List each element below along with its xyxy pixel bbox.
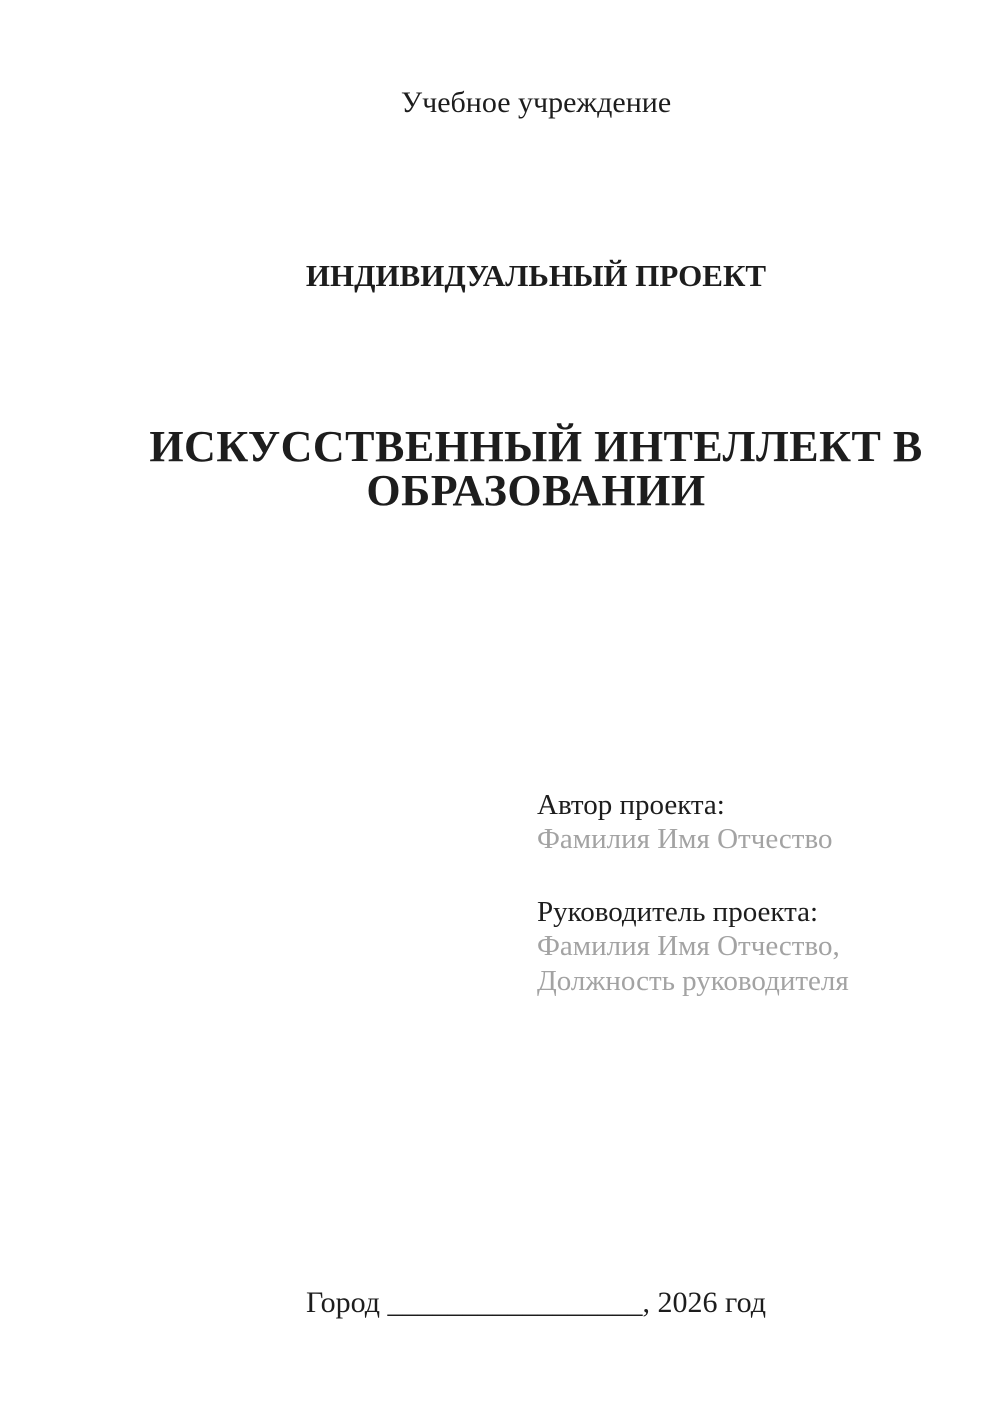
supervisor-label: Руководитель проекта:: [537, 896, 819, 928]
institution-name: Учебное учреждение: [400, 86, 672, 119]
author-label: Автор проекта:: [537, 789, 725, 821]
supervisor-name-placeholder: Фамилия Имя Отчество,: [537, 930, 840, 962]
author-name-placeholder: Фамилия Имя Отчество: [537, 823, 833, 855]
city-year-line: Город _________________, 2026 год: [305, 1286, 767, 1319]
credits-block: [537, 788, 849, 1000]
page-title: ИСКУССТВЕННЫЙ ИНТЕЛЛЕКТ В ОБРАЗОВАНИИ: [149, 422, 923, 515]
supervisor-position-placeholder: Должность руководителя: [537, 965, 849, 997]
project-type-heading: ИНДИВИДУАЛЬНЫЙ ПРОЕКТ: [305, 258, 767, 293]
